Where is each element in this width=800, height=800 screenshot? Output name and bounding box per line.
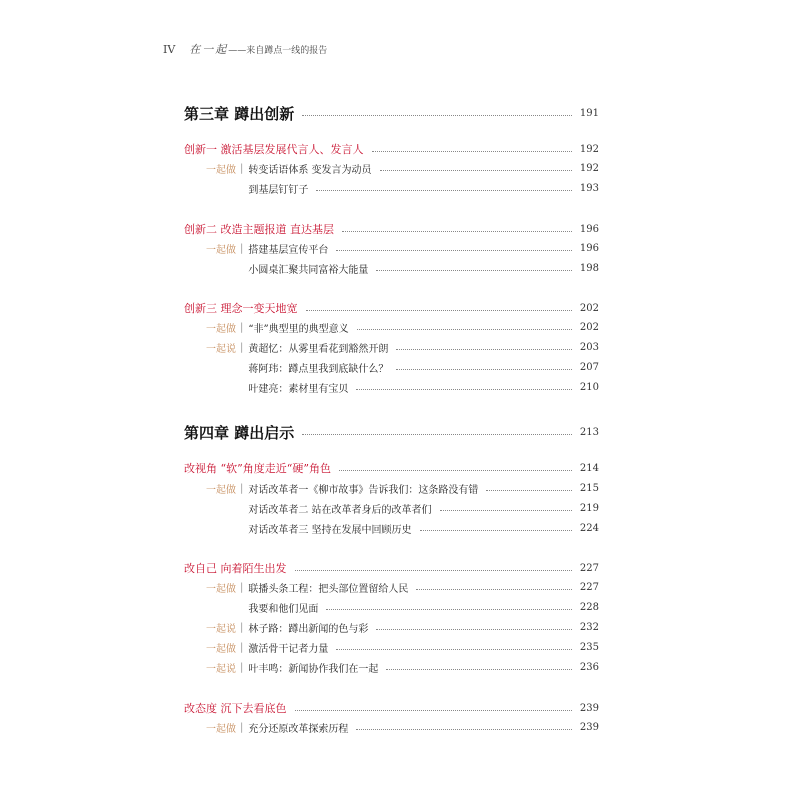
dot-leader [295,570,572,571]
dot-leader [336,649,572,650]
dot-leader [302,434,572,435]
entry-tag: 一起做 [206,584,236,595]
toc-page-number: 228 [579,602,599,613]
toc-page-number: 207 [579,362,599,373]
dot-leader [339,470,572,471]
toc-label: 黄超忆：从雾里看花到豁然开朗 [248,344,389,355]
toc-label: 激活骨干记者力量 [248,644,329,655]
toc-entry [206,241,599,256]
entry-tag: 一起说 [206,664,236,675]
dot-leader [416,589,572,590]
toc-label: 小圆桌汇聚共同富裕大能量 [248,265,369,276]
toc-page-number: 224 [579,523,599,534]
toc-page-number: 193 [579,183,599,194]
toc-label: 改态度 沉下去看底色 [184,702,287,715]
toc-entry [206,320,599,335]
tag-separator: | [240,642,244,653]
entry-tag: 一起说 [206,624,236,635]
page-number-roman: IV [163,43,176,56]
dot-leader [380,170,572,171]
entry-tag: 一起做 [206,165,236,176]
toc-label: 林子路：蹲出新闻的色与彩 [248,624,369,635]
tag-separator: | [240,163,244,174]
toc-page-number: 198 [579,263,599,274]
toc-section [184,141,599,157]
toc-label: 充分还原改革探索历程 [248,724,349,735]
toc-page-number: 227 [579,582,599,593]
toc-section [184,460,599,476]
toc-entry [206,481,599,496]
dot-leader [342,231,572,232]
tag-separator: | [240,243,244,254]
toc-entry [206,360,599,375]
toc-page-number: 203 [579,342,599,353]
tag-separator: | [240,622,244,633]
toc-page-number: 232 [579,622,599,633]
dot-leader [376,270,572,271]
dot-leader [356,389,572,390]
toc-entry [206,521,599,536]
toc-entry [206,380,599,395]
toc-label: 到基层钉钉子 [248,185,309,196]
entry-tag: 一起做 [206,644,236,655]
toc-page-number: 202 [579,302,599,314]
toc-page-number: 215 [579,483,599,494]
entry-tag: 一起做 [206,724,236,735]
toc-page-number: 196 [579,243,599,254]
dot-leader [486,490,572,491]
tag-separator: | [240,582,244,593]
tag-separator: | [240,322,244,333]
dot-leader [306,310,572,311]
toc-entry [206,580,599,595]
toc-section [184,560,599,576]
toc-label: 对话改革者一《柳市故事》告诉我们：这条路没有错 [248,485,479,496]
toc-section [184,300,599,316]
toc-label: “非”典型里的典型意义 [248,324,349,335]
toc-entry [206,640,599,655]
toc-section [184,700,599,716]
toc-entry [206,161,599,176]
dot-leader [420,530,572,531]
toc-page-number: 219 [579,503,599,514]
tag-separator: | [240,342,244,353]
dot-leader [316,190,572,191]
toc-label: 创新三 理念一变天地宽 [184,302,298,315]
toc-label: 叶建亮：素材里有宝贝 [248,384,349,395]
toc-entry [206,620,599,635]
toc-chapter [184,103,599,124]
toc-label: 第三章 蹲出创新 [184,105,295,123]
toc-entry [206,261,599,276]
dot-leader [396,349,572,350]
toc-entry [206,501,599,516]
dot-leader [295,710,572,711]
toc-label: 改视角 “软”角度走近“硬”角色 [184,462,331,475]
dot-leader [440,510,572,511]
book-subtitle: ——来自蹲点一线的报告 [228,46,328,56]
toc-entry [206,720,599,735]
dot-leader [356,729,572,730]
tag-separator: | [240,722,244,733]
toc-entry [206,600,599,615]
toc-label: 联播头条工程：把头部位置留给人民 [248,584,409,595]
toc-page-number: 213 [579,427,599,438]
entry-tag: 一起做 [206,324,236,335]
toc-page-number: 202 [579,322,599,333]
entry-tag: 一起做 [206,245,236,256]
tag-separator: | [240,662,244,673]
toc-page-number: 239 [579,702,599,714]
tag-separator: | [240,483,244,494]
toc-page-number: 196 [579,223,599,235]
dot-leader [336,250,572,251]
toc-page-number: 191 [579,108,599,119]
toc-label: 对话改革者二 站在改革者身后的改革者们 [248,505,432,516]
toc-label: 改自己 向着陌生出发 [184,562,287,575]
running-header [163,41,327,57]
toc-page-number: 210 [579,382,599,393]
toc-label: 叶丰鸣：新闻协作我们在一起 [248,664,379,675]
entry-tag: 一起做 [206,485,236,496]
toc-section [184,221,599,237]
toc-page-number: 227 [579,562,599,574]
toc-entry [206,181,599,196]
entry-tag: 一起说 [206,344,236,355]
toc-label: 我要和他们见面 [248,604,319,615]
dot-leader [326,609,572,610]
toc-label: 创新一 激活基层发展代言人、发言人 [184,143,364,156]
toc-label: 转变话语体系 变发言为动员 [248,165,372,176]
toc-label: 对话改革者三 坚持在发展中回顾历史 [248,525,412,536]
toc-label: 搭建基层宣传平台 [248,245,329,256]
toc-page-number: 214 [579,462,599,474]
toc-page-number: 235 [579,642,599,653]
toc-chapter [184,422,599,443]
dot-leader [357,329,572,330]
toc-page-number: 192 [579,163,599,174]
toc-entry [206,660,599,675]
toc-label: 蒋阿玮：蹲点里我到底缺什么？ [248,364,389,375]
dot-leader [302,115,572,116]
dot-leader [386,669,572,670]
toc-entry [206,340,599,355]
toc-page-number: 192 [579,143,599,155]
dot-leader [372,151,572,152]
toc-page-number: 239 [579,722,599,733]
toc-label: 创新二 改造主题报道 直达基层 [184,223,334,236]
dot-leader [376,629,572,630]
book-title: 在一起 [189,43,229,56]
toc-label: 第四章 蹲出启示 [184,424,295,442]
dot-leader [396,369,572,370]
toc-page-number: 236 [579,662,599,673]
